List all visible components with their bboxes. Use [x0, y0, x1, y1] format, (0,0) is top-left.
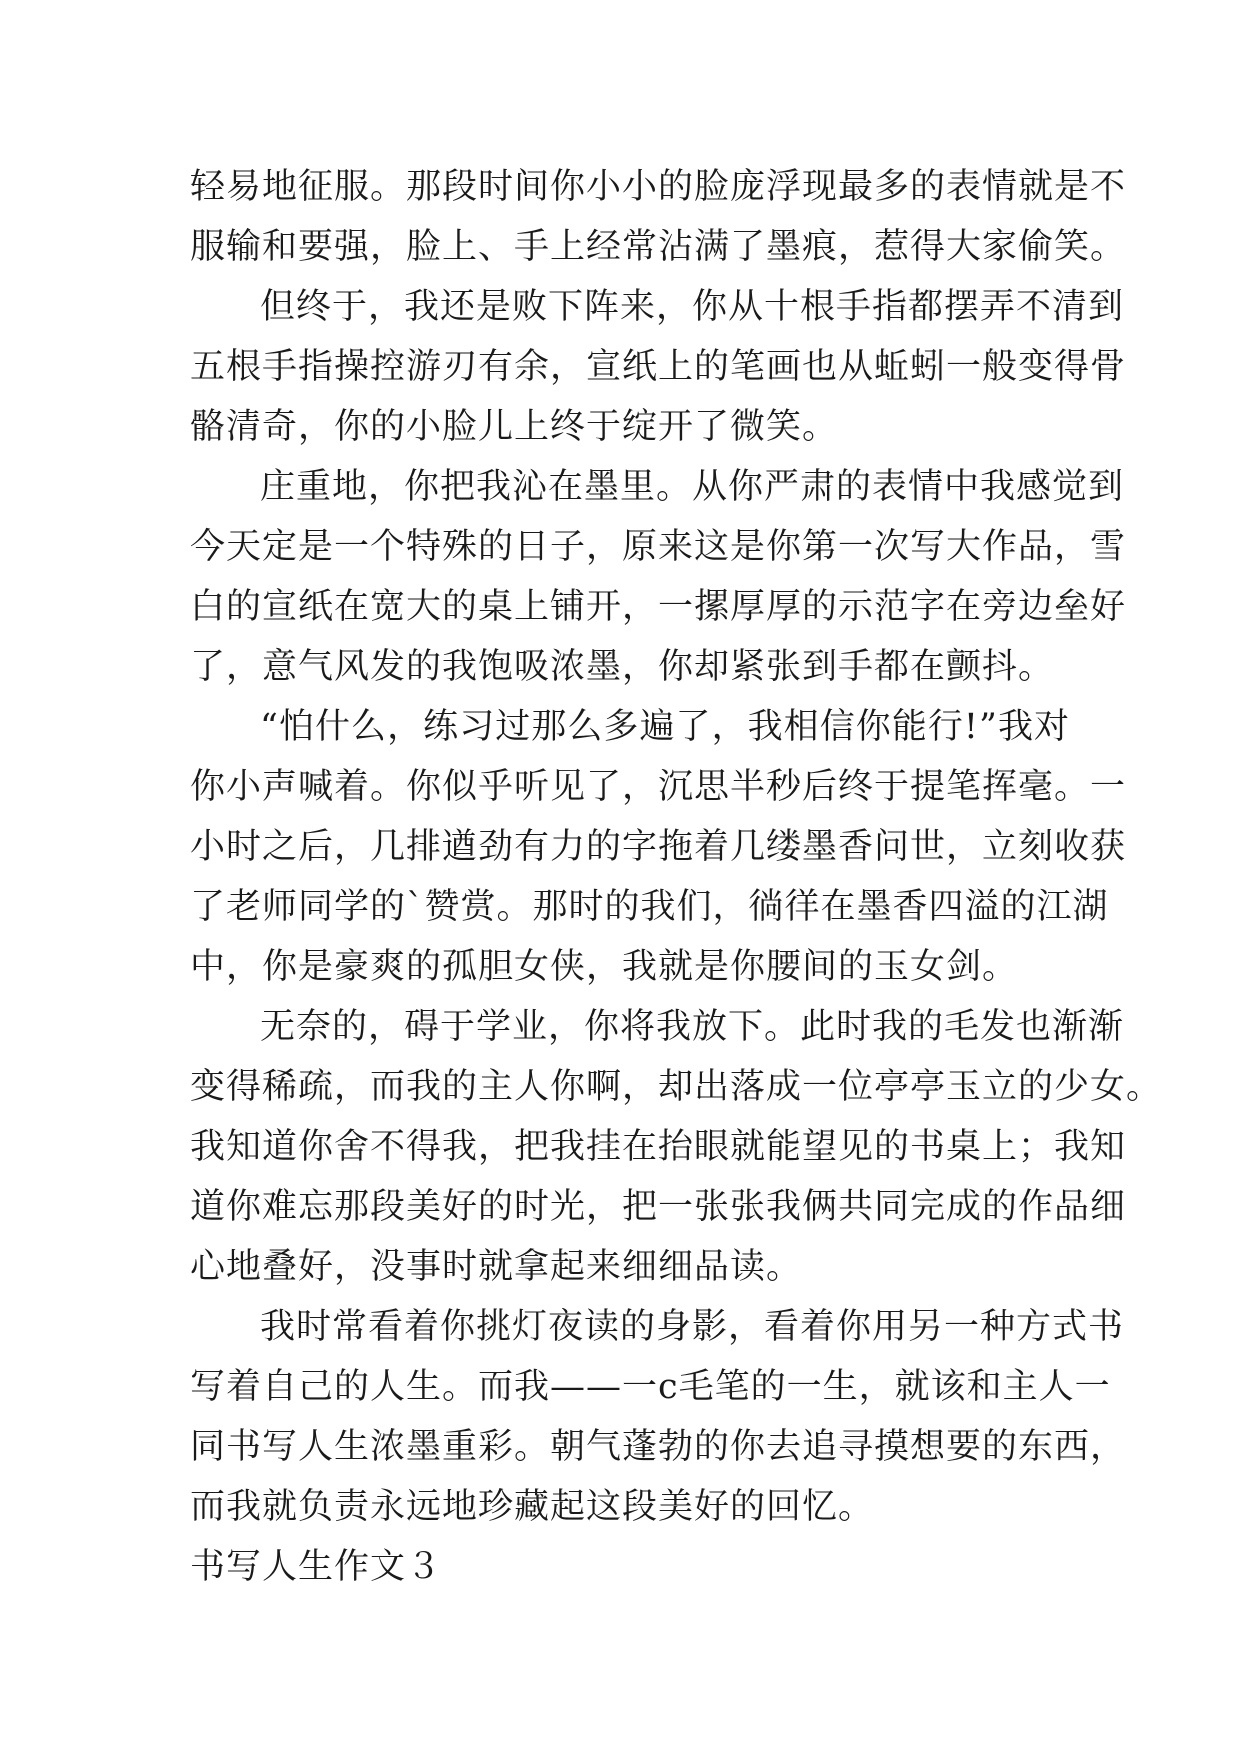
text-line: 我时常看着你挑灯夜读的身影，看着你用另一种方式书: [260, 1307, 1125, 1347]
text-line: 而我就负责永远地珍藏起这段美好的回忆。: [190, 1487, 875, 1527]
text-line: 无奈的，碍于学业，你将我放下。此时我的毛发也渐渐: [260, 1007, 1125, 1047]
text-line: 轻易地征服。那段时间你小小的脸庞浮现最多的表情就是不: [190, 167, 1127, 207]
section-heading: 书写人生作文３: [190, 1547, 443, 1587]
text-line: 同书写人生浓墨重彩。朝气蓬勃的你去追寻摸想要的东西，: [190, 1427, 1127, 1467]
text-line: 了，意气风发的我饱吸浓墨，你却紧张到手都在颤抖。: [190, 647, 1055, 687]
text-line: 小时之后，几排遒劲有力的字拖着几缕墨香问世，立刻收获: [190, 827, 1127, 867]
text-line: 骼清奇，你的小脸儿上终于绽开了微笑。: [190, 407, 839, 447]
text-line: 白的宣纸在宽大的桌上铺开，一摞厚厚的示范字在旁边垒好: [190, 587, 1127, 627]
text-line: 服输和要强，脸上、手上经常沾满了墨痕，惹得大家偷笑。: [190, 227, 1127, 267]
text-line: 中，你是豪爽的孤胆女侠，我就是你腰间的玉女剑。: [190, 947, 1019, 987]
text-line: 心地叠好，没事时就拿起来细细品读。: [190, 1247, 803, 1287]
text-line: 你小声喊着。你似乎听见了，沉思半秒后终于提笔挥毫。一: [190, 767, 1127, 807]
text-line: 我知道你舍不得我，把我挂在抬眼就能望见的书桌上；我知: [190, 1127, 1127, 1167]
paragraph: [190, 277, 1127, 457]
paragraph: [190, 457, 1127, 697]
text-line: 五根手指操控游刃有余，宣纸上的笔画也从蚯蚓一般变得骨: [190, 347, 1127, 387]
text-line: 道你难忘那段美好的时光，把一张张我俩共同完成的作品细: [190, 1187, 1127, 1227]
paragraph: [190, 697, 1127, 997]
paragraph: [190, 997, 1163, 1297]
paragraph: [190, 1297, 1127, 1537]
text-line: 了老师同学的`赞赏。那时的我们，徜徉在墨香四溢的江湖: [190, 887, 1109, 927]
text-line: 写着自己的人生。而我——一c毛笔的一生，就该和主人一: [190, 1367, 1111, 1407]
paragraph: [190, 157, 1127, 277]
article-body: [190, 157, 1163, 1597]
text-line: “怕什么，练习过那么多遍了，我相信你能行!”我对: [260, 707, 1070, 747]
text-line: 变得稀疏，而我的主人你啊，却出落成一位亭亭玉立的少女。: [190, 1067, 1163, 1107]
text-line: 庄重地，你把我沁在墨里。从你严肃的表情中我感觉到: [260, 467, 1125, 507]
text-line: 但终于，我还是败下阵来，你从十根手指都摆弄不清到: [260, 287, 1125, 327]
text-line: 今天定是一个特殊的日子，原来这是你第一次写大作品，雪: [190, 527, 1127, 567]
